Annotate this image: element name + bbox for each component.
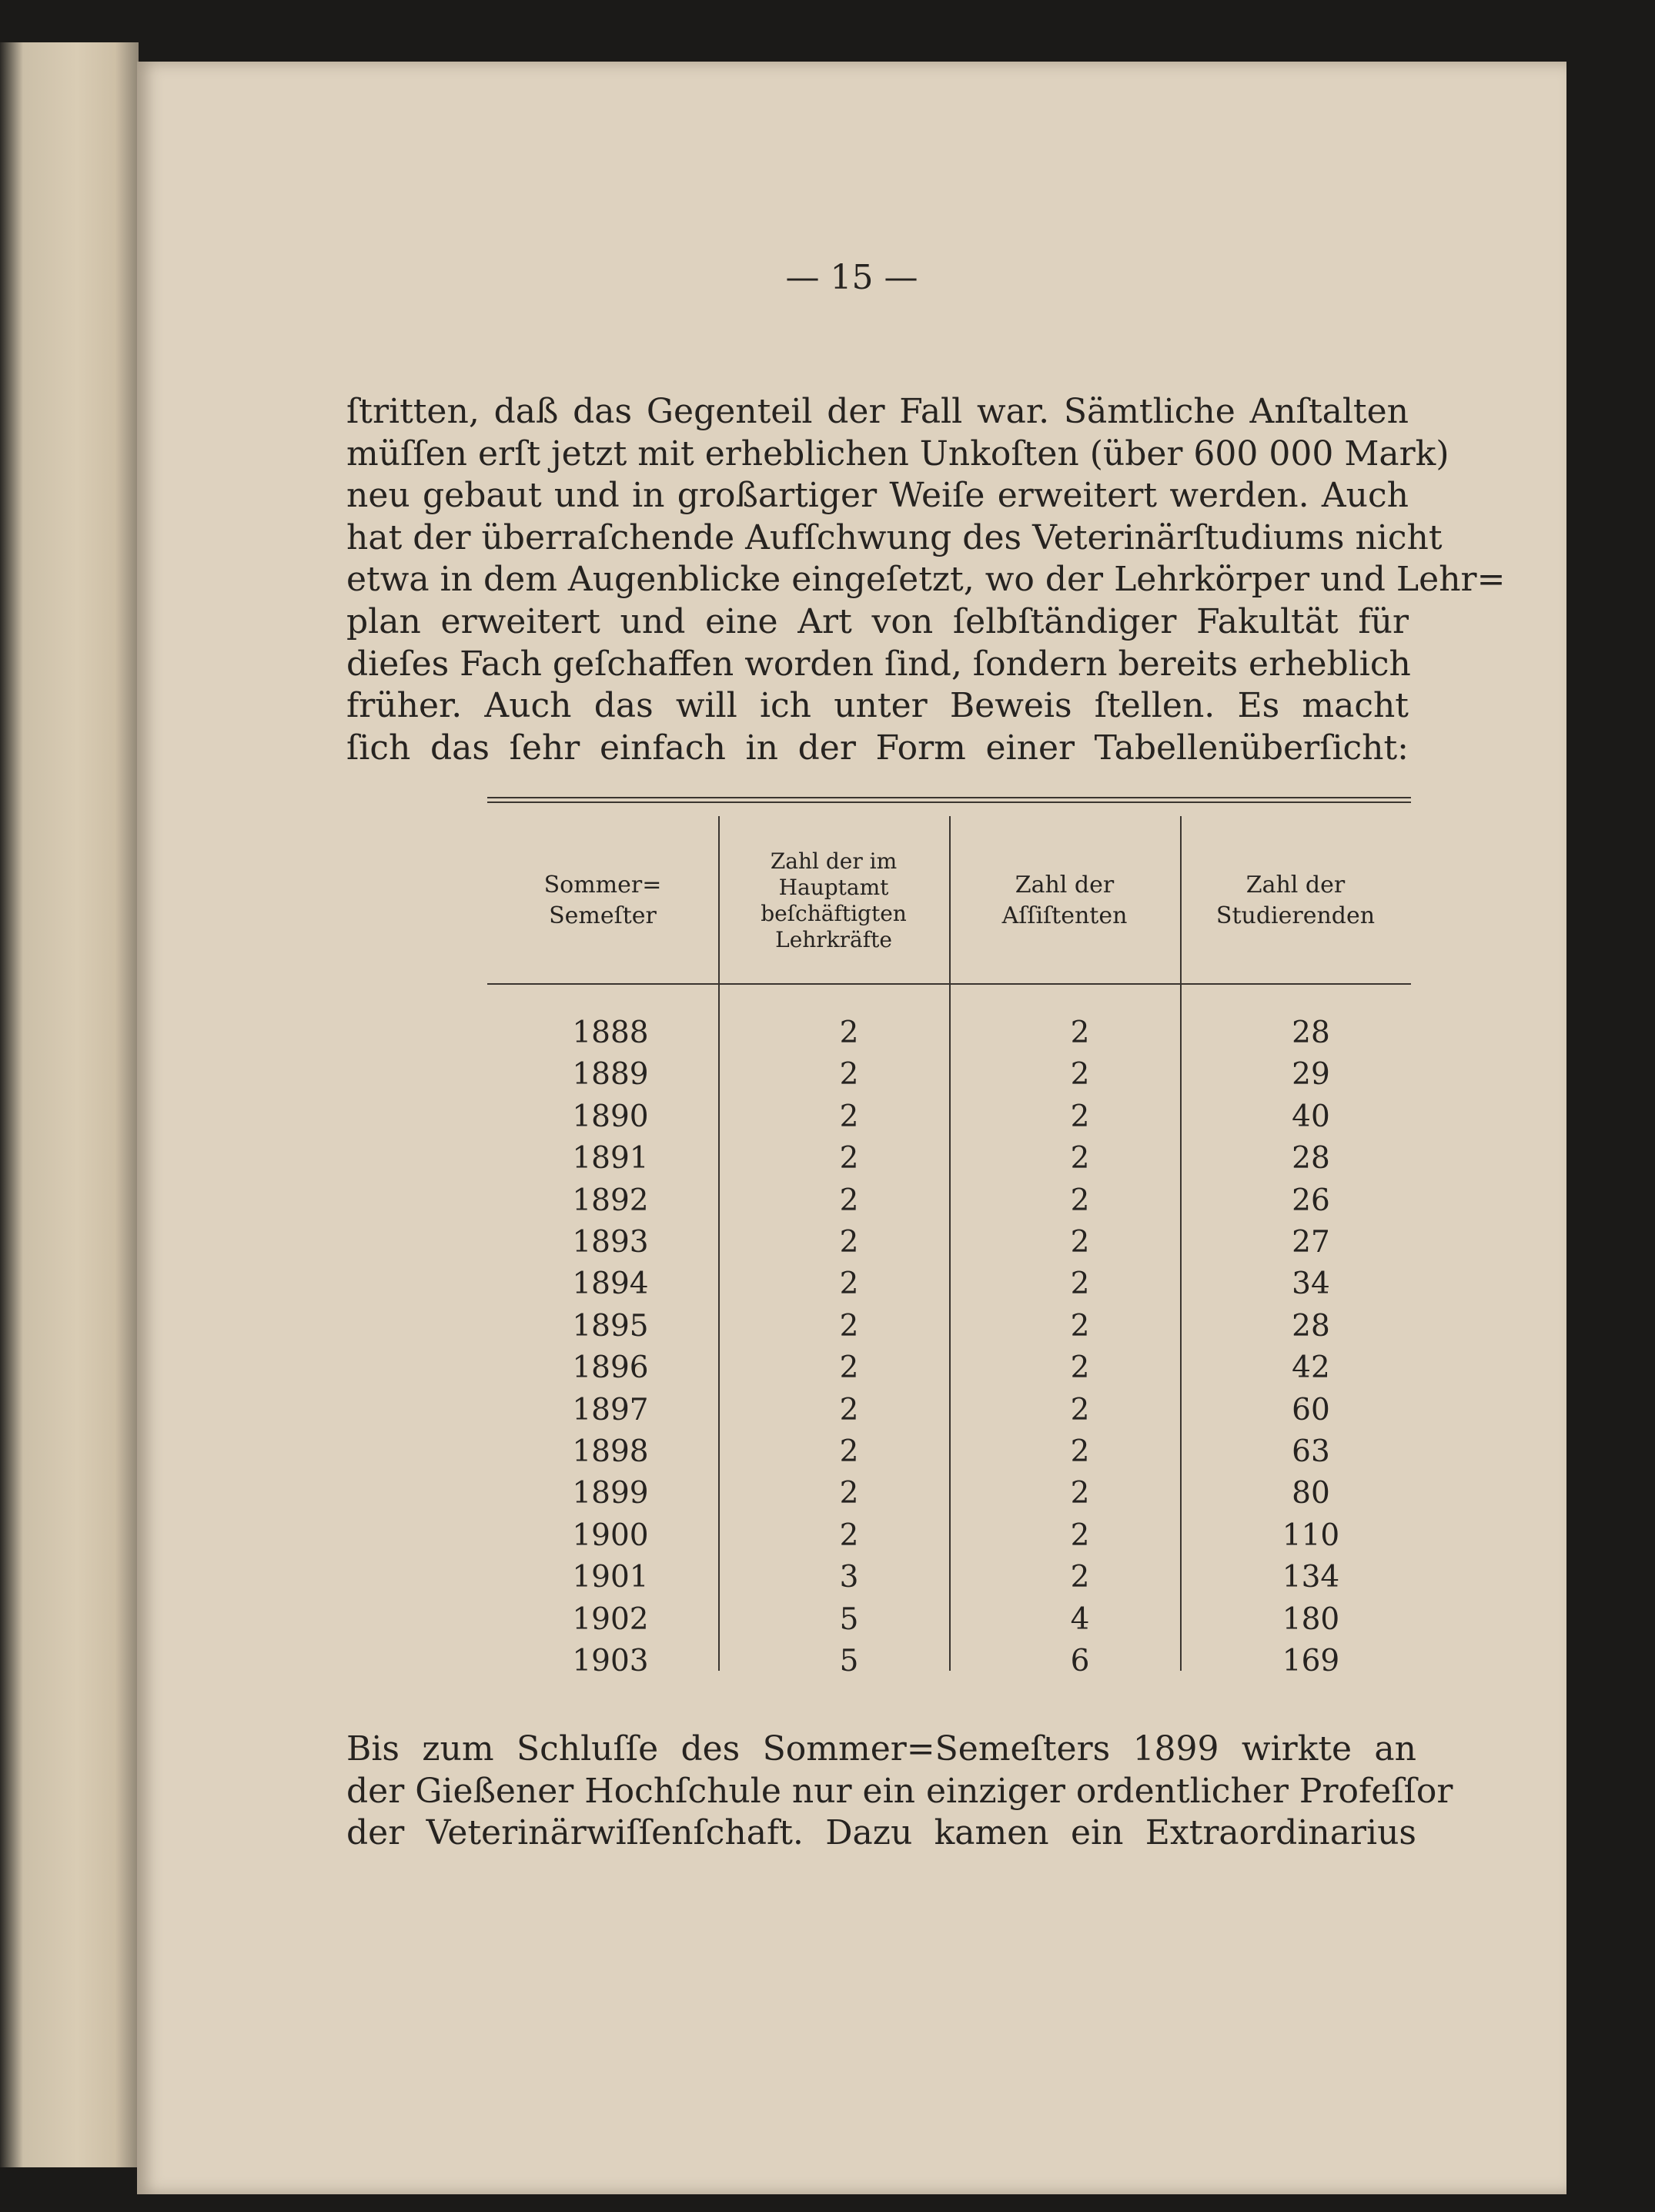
table-cell: 1888: [572, 1016, 649, 1050]
table-cell: 1890: [572, 1099, 649, 1134]
table-cell: 1895: [572, 1308, 649, 1344]
table-cell: 1902: [572, 1601, 649, 1637]
header-line: Aſſiſtenten: [1001, 902, 1128, 929]
header-line: Lehrkräfte: [775, 927, 892, 952]
paragraph-bottom: [346, 1728, 1453, 1855]
table-cell: 2: [1070, 1308, 1090, 1344]
table-cell: 2: [1070, 1016, 1090, 1050]
table-cell: 1894: [572, 1267, 649, 1302]
text-line: ſich das ſehr einfach in der Form einer Tabellenüberſicht:: [346, 728, 1409, 768]
page-number: — 15 —: [785, 258, 918, 297]
table-cell: 26: [1292, 1183, 1330, 1218]
text-line: ſtritten, daß das Gegenteil der Fall war. Sämtliche Anſtalten: [346, 392, 1409, 431]
table-cell: 1896: [572, 1350, 649, 1386]
table-cell: 2: [1070, 1057, 1090, 1093]
table-cell: 28: [1292, 1016, 1330, 1050]
table-cell: 2: [1070, 1099, 1090, 1134]
table-cell: 2: [839, 1267, 859, 1302]
table-cell: 29: [1292, 1057, 1330, 1093]
table-cell: 40: [1292, 1099, 1330, 1134]
table-cell: 2: [1070, 1392, 1090, 1427]
table-cell: 2: [1070, 1476, 1090, 1511]
table-top-rule: [487, 797, 1411, 798]
table-cell: 2: [1070, 1183, 1090, 1218]
header-line: Zahl der im: [770, 848, 898, 874]
table-cell: 2: [839, 1308, 859, 1344]
table-cell: 27: [1292, 1225, 1330, 1260]
text-line: Bis zum Schluſſe des Sommer=Semeſters 1899 wirkte an: [346, 1729, 1416, 1769]
header-semester: [487, 843, 718, 959]
table-cell: 1899: [572, 1476, 649, 1511]
table-cell: 5: [839, 1644, 859, 1678]
table-cell: 1898: [572, 1434, 649, 1469]
table-cell: 2: [839, 1225, 859, 1260]
text-line: früher. Auch das will ich unter Beweis ſtellen. Es macht: [346, 686, 1409, 726]
table-cell: 1891: [572, 1141, 649, 1176]
table-cell: 3: [839, 1560, 859, 1595]
table-cell: 63: [1292, 1434, 1330, 1469]
paragraph-top: [346, 391, 1506, 769]
header-line: Sommer=: [543, 872, 662, 899]
text-line: der Veterinärwiſſenſchaft. Dazu kamen ein Extraordinarius: [346, 1813, 1416, 1853]
table-top-rule: [487, 801, 1411, 803]
left-page-edge: [0, 42, 139, 2167]
table-cell: 2: [839, 1183, 859, 1218]
table-cell: 28: [1292, 1308, 1330, 1344]
table-cell: 180: [1282, 1601, 1340, 1637]
table-cell: 2: [1070, 1560, 1090, 1595]
table-cell: 1889: [572, 1057, 649, 1093]
table-cell: 2: [839, 1518, 859, 1553]
text-line: der Gießener Hochſchule nur ein einziger ordentlicher Profeſſor: [346, 1771, 1453, 1811]
text-line: plan erweitert und eine Art von ſelbſtändiger Fakultät für: [346, 601, 1409, 641]
table-cell: 2: [1070, 1141, 1090, 1176]
text-line: neu gebaut und in großartiger Weiſe erweitert werden. Auch: [346, 476, 1409, 516]
table-cell: 2: [1070, 1434, 1090, 1469]
table-cell: 2: [1070, 1350, 1090, 1386]
table-cell: 28: [1292, 1141, 1330, 1176]
text-line: dieſes Fach geſchaffen worden ſind, ſondern bereits erheblich: [346, 644, 1411, 684]
table-cell: 2: [839, 1099, 859, 1134]
text-line: etwa in dem Augenblicke eingeſetzt, wo der Lehrkörper und Lehr=: [346, 560, 1506, 600]
header-lehrkraefte: [718, 843, 949, 959]
table-cell: 1892: [572, 1183, 649, 1218]
table-cell: 5: [839, 1601, 859, 1637]
table-cell: 6: [1070, 1644, 1090, 1678]
table-cell: 2: [839, 1141, 859, 1176]
table-cell: 2: [839, 1016, 859, 1050]
table-cell: 134: [1282, 1560, 1340, 1595]
table-cell: 2: [1070, 1267, 1090, 1302]
table-cell: 110: [1282, 1518, 1340, 1553]
table-cell: 1901: [572, 1560, 649, 1595]
table-cell: 2: [1070, 1518, 1090, 1553]
table-cell: 42: [1292, 1350, 1330, 1386]
table-cell: 80: [1292, 1476, 1330, 1511]
table-cell: 4: [1070, 1601, 1090, 1637]
table-cell: 1897: [572, 1392, 649, 1427]
table-cell: 60: [1292, 1392, 1330, 1427]
table-cell: 2: [839, 1350, 859, 1386]
table-cell: 169: [1282, 1644, 1340, 1678]
header-line: Zahl der: [1245, 872, 1346, 899]
table-cell: 2: [839, 1392, 859, 1427]
header-line: Zahl der: [1015, 872, 1115, 899]
header-assistenten: [949, 843, 1180, 959]
table-cell: 1903: [572, 1644, 649, 1678]
table-cell: 2: [839, 1476, 859, 1511]
book-page: [137, 62, 1566, 2194]
table-cell: 2: [839, 1434, 859, 1469]
header-line: Studierenden: [1215, 902, 1376, 929]
table-cell: 1900: [572, 1518, 649, 1553]
text-line: müſſen erſt jetzt mit erheblichen Unkoſten (über 600 000 Mark): [346, 433, 1449, 474]
header-line: beſchäftigten: [761, 901, 907, 926]
header-line: Hauptamt: [778, 875, 889, 900]
statistics-table: [487, 797, 1419, 1705]
table-cell: 34: [1292, 1267, 1330, 1302]
table-cell: 2: [1070, 1225, 1090, 1260]
header-studierende: [1180, 843, 1411, 959]
text-line: hat der überraſchende Aufſchwung des Veterinärſtudiums nicht: [346, 517, 1443, 557]
header-line: Semeſter: [549, 902, 657, 929]
table-cell: 1893: [572, 1225, 649, 1260]
table-cell: 2: [839, 1057, 859, 1093]
